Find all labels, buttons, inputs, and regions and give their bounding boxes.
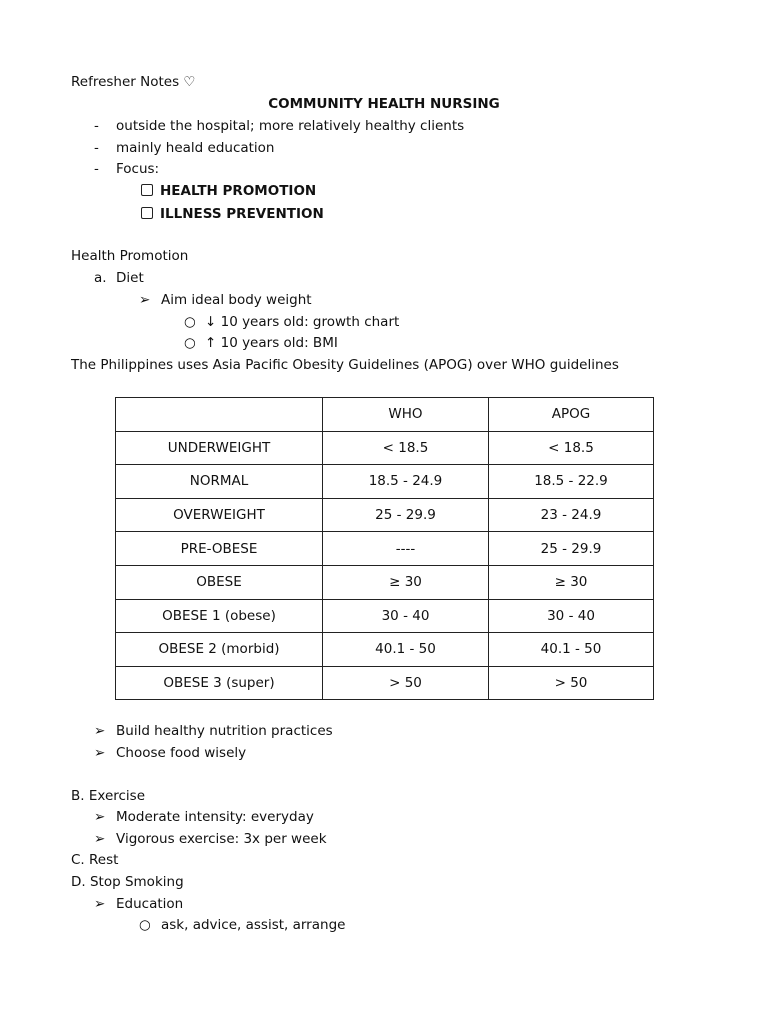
table-cell: 40.1 - 50 [323, 633, 489, 667]
health-promotion-heading: Health Promotion [71, 248, 189, 264]
exercise-heading: B. Exercise [71, 788, 146, 804]
table-cell: > 50 [489, 666, 654, 700]
intro-bullet-3: Focus: [116, 161, 160, 177]
table-cell: 40.1 - 50 [489, 633, 654, 667]
focus-item-health-promotion: HEALTH PROMOTION [141, 182, 316, 200]
dash-bullet: - [94, 118, 99, 134]
circle-bullet-icon: ○ [184, 314, 196, 330]
table-cell: 18.5 - 22.9 [489, 465, 654, 499]
table-cell: OBESE [116, 565, 323, 599]
table-cell: 25 - 29.9 [489, 532, 654, 566]
circle-bullet-icon: ○ [184, 335, 196, 351]
rest-heading: C. Rest [71, 852, 119, 868]
table-cell: 23 - 24.9 [489, 498, 654, 532]
arrow-bullet-icon: ➢ [94, 831, 106, 847]
table-row [116, 532, 654, 566]
intro-bullet-1: outside the hospital; more relatively healthy clients [116, 118, 465, 134]
table-row [116, 465, 654, 499]
focus-item-illness-prevention: ILLNESS PREVENTION [141, 205, 324, 223]
aim-text: Aim ideal body weight [161, 292, 312, 308]
dash-bullet: - [94, 161, 99, 177]
table-cell: 30 - 40 [489, 599, 654, 633]
table-row [116, 431, 654, 465]
table-cell: OVERWEIGHT [116, 498, 323, 532]
checkbox-icon [141, 184, 153, 196]
table-cell: UNDERWEIGHT [116, 431, 323, 465]
table-cell: PRE-OBESE [116, 532, 323, 566]
table-header-cell: WHO [323, 398, 489, 432]
table-cell: ---- [323, 532, 489, 566]
table-row [116, 599, 654, 633]
choose-food-text: Choose food wisely [116, 745, 247, 761]
checkbox-icon [141, 207, 153, 219]
arrow-bullet-icon: ➢ [94, 809, 106, 825]
intro-bullet-2: mainly heald education [116, 140, 275, 156]
table-cell: < 18.5 [489, 431, 654, 465]
arrow-bullet-icon: ➢ [94, 896, 106, 912]
bmi-table [115, 397, 654, 700]
table-cell: OBESE 3 (super) [116, 666, 323, 700]
table-cell: OBESE 1 (obese) [116, 599, 323, 633]
table-header-row [116, 398, 654, 432]
education-text: Education [116, 896, 184, 912]
table-row [116, 565, 654, 599]
table-cell: ≥ 30 [323, 565, 489, 599]
table-cell: < 18.5 [323, 431, 489, 465]
arrow-bullet-icon: ➢ [94, 745, 106, 761]
table-cell: 30 - 40 [323, 599, 489, 633]
main-title: COMMUNITY HEALTH NURSING [268, 96, 500, 112]
table-cell: 18.5 - 24.9 [323, 465, 489, 499]
bmi-text: ↑ 10 years old: BMI [205, 335, 338, 351]
diet-label: Diet [116, 270, 144, 286]
table-cell: > 50 [323, 666, 489, 700]
arrow-bullet-icon: ➢ [94, 723, 106, 739]
five-a-text: ask, advice, assist, arrange [161, 917, 346, 933]
smoking-heading: D. Stop Smoking [71, 874, 184, 890]
table-row [116, 666, 654, 700]
vigorous-exercise-text: Vigorous exercise: 3x per week [116, 831, 327, 847]
dash-bullet: - [94, 140, 99, 156]
circle-bullet-icon: ○ [139, 917, 151, 933]
table-row [116, 498, 654, 532]
apog-note: The Philippines uses Asia Pacific Obesity Guidelines (APOG) over WHO guidelines [71, 357, 619, 373]
table-cell: 25 - 29.9 [323, 498, 489, 532]
arrow-bullet-icon: ➢ [139, 292, 151, 308]
table-cell: NORMAL [116, 465, 323, 499]
growth-chart-text: ↓ 10 years old: growth chart [205, 314, 400, 330]
table-cell: ≥ 30 [489, 565, 654, 599]
diet-marker: a. [94, 270, 107, 286]
nutrition-practices-text: Build healthy nutrition practices [116, 723, 333, 739]
moderate-intensity-text: Moderate intensity: everyday [116, 809, 314, 825]
table-header-cell [116, 398, 323, 432]
table-row [116, 633, 654, 667]
table-header-cell: APOG [489, 398, 654, 432]
note-title: Refresher Notes ♡ [71, 74, 196, 90]
table-cell: OBESE 2 (morbid) [116, 633, 323, 667]
